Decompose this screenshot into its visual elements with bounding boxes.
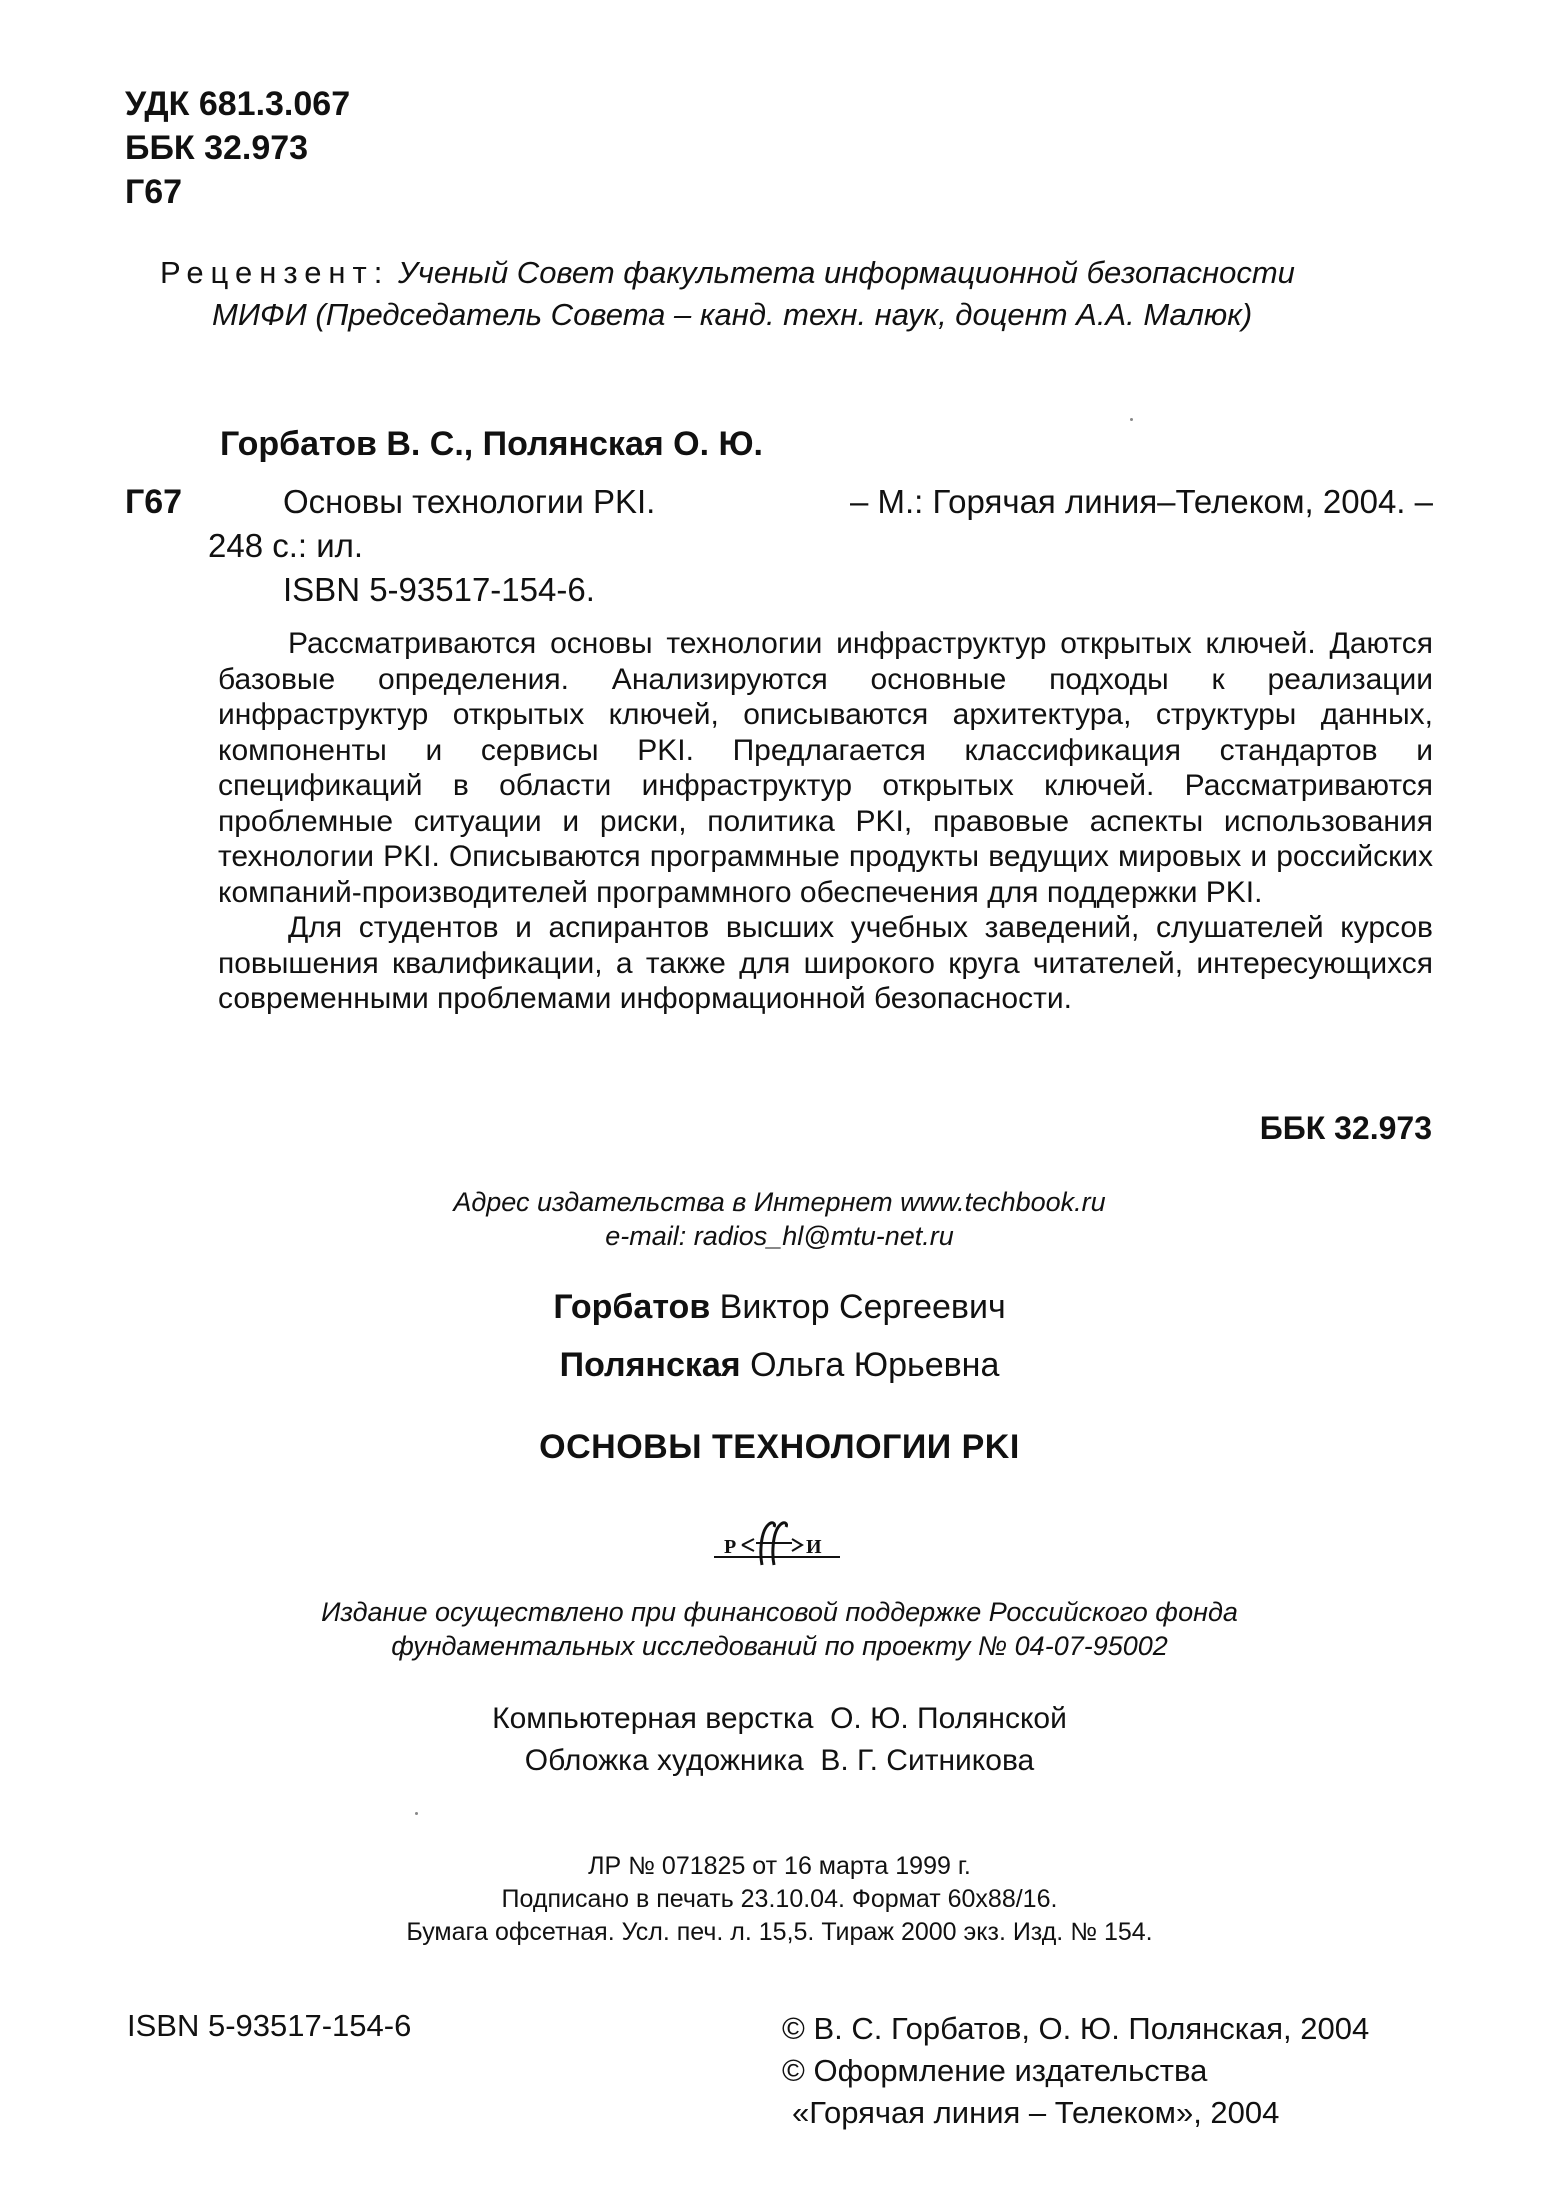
copyright-block xyxy=(782,2008,1369,2134)
funding-line-1: Издание осуществлено при финансовой поддержке Российского фонда xyxy=(321,1597,1238,1627)
publisher-web xyxy=(0,1185,1559,1253)
reviewer-label: Рецензент: xyxy=(160,255,390,290)
isbn: ISBN 5-93517-154-6 xyxy=(127,2008,412,2043)
classification-codes xyxy=(125,82,350,214)
rffi-logo xyxy=(712,1515,842,1575)
reviewer-line-2: МИФИ (Председатель Совета – канд. техн. наук, доцент А.А. Малюк) xyxy=(212,297,1253,332)
bib-pages: 248 с.: ил. xyxy=(208,527,364,564)
author-given-names: Виктор Сергеевич xyxy=(719,1288,1006,1326)
bib-record xyxy=(208,480,1433,612)
author-surname: Горбатов xyxy=(553,1288,711,1326)
bbk-index: ББК 32.973 xyxy=(1259,1110,1432,1146)
publisher-web-address: Адрес издательства в Интернет www.techbook.ru xyxy=(453,1187,1106,1217)
funding-line-2: фундаментальных исследований по проекту № 04-07-95002 xyxy=(391,1631,1168,1661)
reviewer-line-1: Ученый Совет факультета информационной безопасности xyxy=(397,255,1295,290)
author-mark: Г67 xyxy=(125,173,183,211)
production-staff xyxy=(0,1698,1559,1782)
bib-isbn: ISBN 5-93517-154-6. xyxy=(283,571,595,608)
annotation-paragraph-2: Для студентов и аспирантов высших учебных заведений, слушателей курсов повышения квалификации, а также для широкого круга читателей, интересующихся современными проблемами информационной безопасности. xyxy=(218,911,1433,1015)
scan-speck xyxy=(1130,418,1133,421)
copyright-line-3: «Горячая линия – Телеком», 2004 xyxy=(792,2095,1280,2130)
annotation xyxy=(218,626,1433,1017)
bib-title: Основы технологии PKI. xyxy=(283,483,656,520)
svg-text:Р: Р xyxy=(724,1536,737,1558)
author-surname: Полянская xyxy=(559,1346,741,1384)
funding-notice xyxy=(0,1595,1559,1663)
author-given-names: Ольга Юрьевна xyxy=(750,1346,1000,1384)
license-line: ЛР № 071825 от 16 марта 1999 г. xyxy=(588,1852,971,1880)
udk-code: УДК 681.3.067 xyxy=(125,85,351,123)
annotation-paragraph-1: Рассматриваются основы технологии инфраструктур открытых ключей. Даются базовые определения. Анализируются основные подходы к реализации инфраструктур открытых ключей, описываются архитектура, структуры данных, компоненты и сервисы PKI. Предлагается классификация стандартов и спецификаций в области инфраструктур открытых ключей. Рассматриваются проблемные ситуации и риски, политика PKI, правовые аспекты использования технологии PKI. Описываются программные продукты ведущих мировых и российских компаний-производителей программного обеспечения для поддержки PKI. xyxy=(218,627,1433,909)
svg-text:И: И xyxy=(806,1536,822,1558)
author-full-name-1 xyxy=(0,1288,1559,1327)
cover-credit: Обложка художника В. Г. Ситникова xyxy=(524,1744,1035,1777)
signed-line: Подписано в печать 23.10.04. Формат 60х88/16. xyxy=(501,1885,1058,1913)
copyright-line-1: © В. С. Горбатов, О. Ю. Полянская, 2004 xyxy=(782,2011,1370,2046)
layout-credit: Компьютерная верстка О. Ю. Полянской xyxy=(492,1702,1067,1735)
copyright-line-2: © Оформление издательства xyxy=(782,2053,1208,2088)
bib-authors: Горбатов В. С., Полянская О. Ю. xyxy=(220,425,763,463)
publisher-email: e-mail: radios_hl@mtu-net.ru xyxy=(605,1221,954,1251)
bib-mark: Г67 xyxy=(125,483,183,521)
reviewer-block xyxy=(160,252,1295,336)
bib-publisher: – М.: Горячая линия–Телеком, 2004. – xyxy=(850,483,1433,520)
scan-speck xyxy=(415,1812,418,1815)
book-title: ОСНОВЫ ТЕХНОЛОГИИ PKI xyxy=(539,1428,1020,1466)
author-full-name-2 xyxy=(0,1346,1559,1385)
paper-line: Бумага офсетная. Усл. печ. л. 15,5. Тираж 2000 экз. Изд. № 154. xyxy=(406,1918,1153,1946)
imprint xyxy=(0,1850,1559,1949)
bbk-code: ББК 32.973 xyxy=(125,129,309,167)
